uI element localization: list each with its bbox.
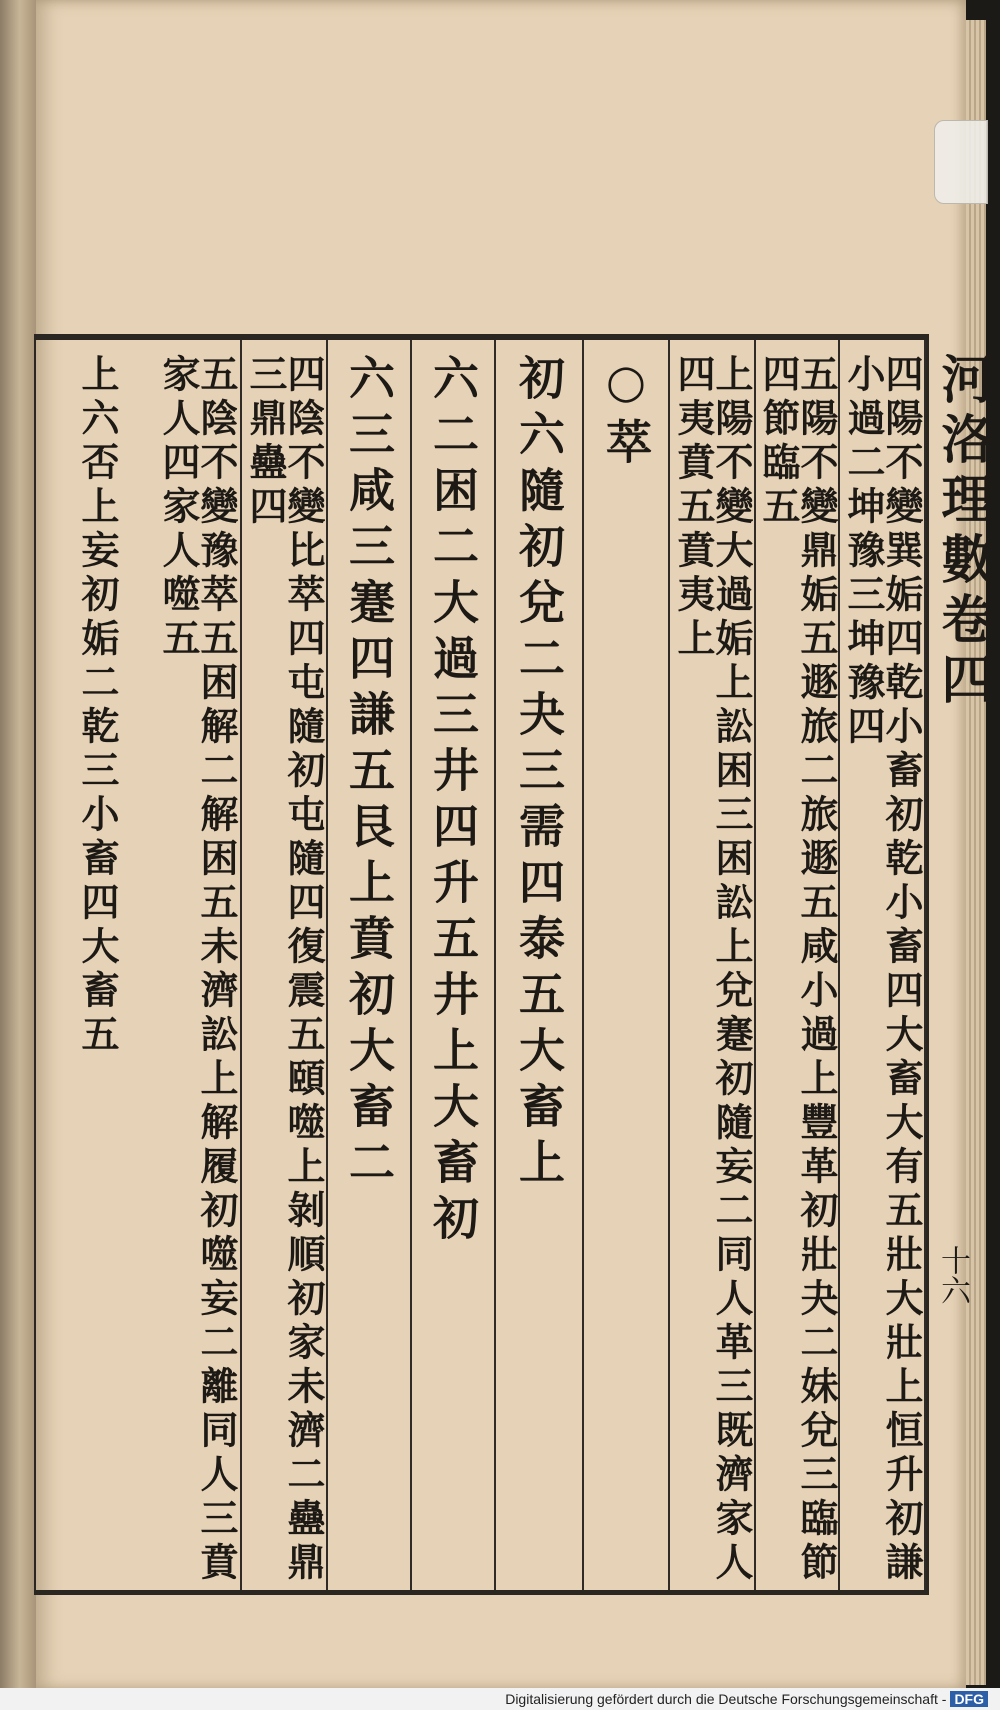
column-text: 上六否上妄初姤二乾三小畜四大畜五: [75, 354, 120, 1058]
column-text: 初六隨初兌二夬三需四泰五大畜上: [512, 354, 566, 1194]
text-frame: [34, 334, 929, 1595]
column-8: [242, 340, 328, 1590]
column-text: 四陰不變比萃四屯隨初屯隨四復震五頤噬上剝順初家未濟二蠱鼎三鼎蠱四: [243, 354, 326, 1586]
volume-label: 卷四: [932, 592, 993, 712]
page-clip: [934, 120, 988, 204]
column-text: 六三咸三蹇四謙五艮上賁初大畜二: [342, 354, 396, 1194]
folio-number: 十六: [935, 1245, 970, 1305]
page-title: [925, 352, 1000, 712]
column-text: 六二困二大過三井四升五井上大畜初: [426, 354, 480, 1250]
column-10: [40, 340, 154, 1590]
column-3: [670, 340, 756, 1590]
column-2: [756, 340, 840, 1590]
column-text: 五陰不變豫萃五困解二解困五未濟訟上解履初噬妄二離同人三賁家人四家人噬五: [156, 354, 239, 1586]
column-7: [328, 340, 412, 1590]
book-title: 河洛理數: [932, 352, 993, 592]
column-5: [496, 340, 584, 1590]
column-9: [154, 340, 242, 1590]
column-text: 五陽不變鼎姤五遯旅二旅遯五咸小過上豐革初壯夬二妹兌三臨節四節臨五: [756, 354, 839, 1586]
footer-bar: [0, 1688, 1000, 1710]
column-text: 四陽不變巽姤四乾小畜初乾小畜四大畜大有五壯大壯上恒升初謙小過二坤豫三坤豫四: [841, 354, 924, 1586]
column-4: [584, 340, 670, 1590]
footer-text: Digitalisierung gefördert durch die Deutsche Forschungsgemeinschaft -: [505, 1691, 947, 1707]
column-1: [840, 340, 926, 1590]
column-6: [412, 340, 496, 1590]
spine: [0, 0, 36, 1710]
column-text: ○萃: [599, 354, 653, 474]
dfg-logo: DFG: [950, 1691, 988, 1707]
column-text: 上陽不變大過姤上訟困三困訟上兌蹇初隨妄二同人革三既濟家人四夷賁五賁夷上: [671, 354, 754, 1586]
page-edge: [966, 20, 986, 1685]
